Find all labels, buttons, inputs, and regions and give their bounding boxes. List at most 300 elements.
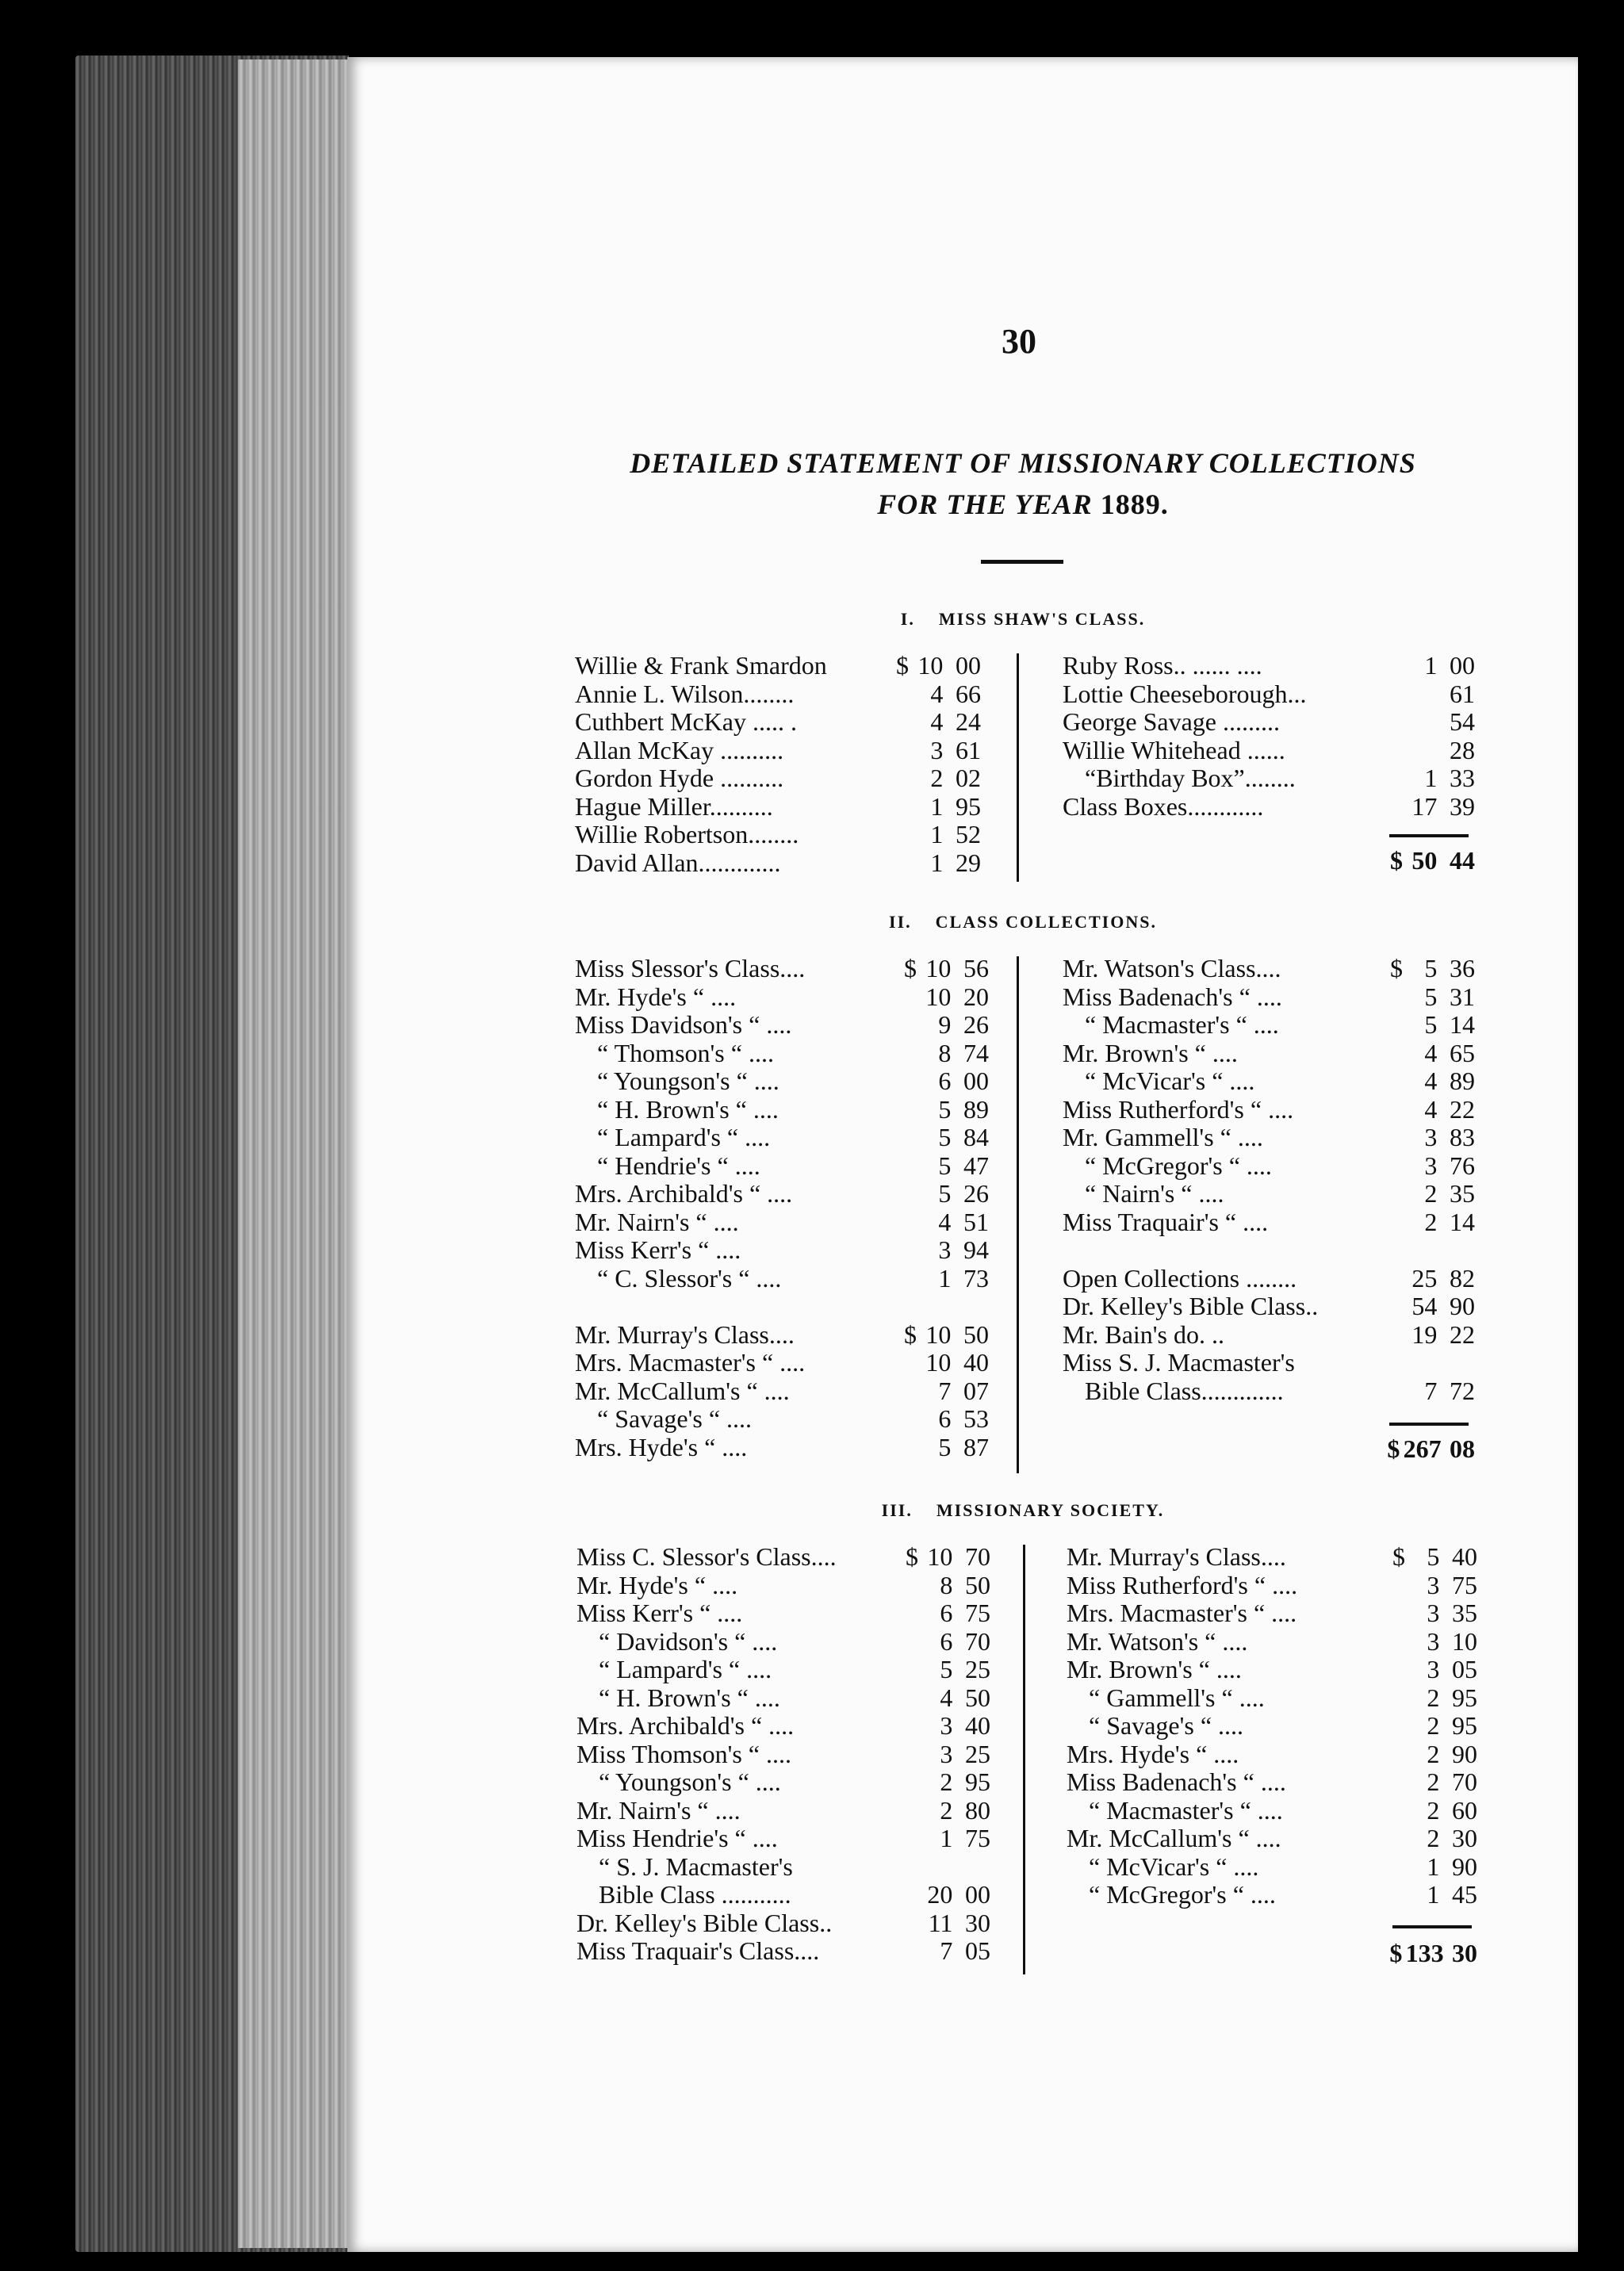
contributor-name: “ McVicar's “ .... (1085, 1067, 1255, 1095)
amount (1380, 1180, 1475, 1208)
amount-cents: 40 (965, 1711, 990, 1740)
title-line-2 (555, 484, 1491, 525)
amount (886, 849, 981, 878)
amount-cents: 75 (1452, 1570, 1477, 1599)
amount-dollars: 9 (938, 1010, 952, 1039)
contributor-name: Allan McKay .......... (575, 736, 784, 764)
ledger-row (576, 1768, 990, 1797)
amount (894, 1208, 989, 1237)
section-title: CLASS COLLECTIONS. (935, 912, 1157, 932)
amount (1380, 1236, 1475, 1265)
section-2-total: $ 267 08 (1387, 1434, 1475, 1463)
amount-dollars: 5 (1427, 1542, 1440, 1571)
amount-dollars: 3 (940, 1711, 953, 1740)
amount-dollars: 6 (940, 1626, 953, 1656)
dollar-sign (1380, 1208, 1403, 1237)
amount-cents: 70 (965, 1626, 990, 1656)
amount (895, 1543, 990, 1572)
dollar-sign (894, 1011, 917, 1040)
amount (1380, 793, 1475, 821)
amount-dollars: 5 (1424, 1010, 1438, 1039)
amount-dollars: 10 (925, 954, 952, 982)
amount (1382, 1628, 1477, 1656)
amount-dollars: 4 (930, 707, 944, 736)
section-title: MISSIONARY SOCIETY. (936, 1500, 1165, 1520)
amount-cents: 30 (965, 1908, 990, 1937)
amount (886, 793, 981, 821)
amount-cents: 35 (1452, 1599, 1477, 1627)
amount-dollars: 1 (930, 848, 944, 877)
amount (1382, 1853, 1477, 1882)
section-3-left-column (576, 1543, 990, 1966)
section-1-total: $ 50 44 (1389, 846, 1475, 875)
amount-dollars: 4 (1424, 1094, 1438, 1124)
dollar-sign (1382, 1599, 1405, 1628)
dollar-sign: $ (905, 1542, 918, 1571)
ledger-row (576, 1543, 990, 1572)
amount-dollars: 3 (1424, 1151, 1438, 1180)
contributor-name: Hague Miller.......... (575, 792, 773, 821)
amount-dollars: 10 (925, 1319, 952, 1349)
amount (1380, 680, 1475, 709)
amount-cents: 26 (963, 1010, 989, 1039)
contributor-name: “ Lampard's “ .... (597, 1124, 771, 1151)
amount (886, 764, 981, 793)
page-title (555, 442, 1491, 525)
amount-dollars: 7 (940, 1936, 953, 1965)
amount-dollars: 8 (938, 1038, 952, 1067)
amount-dollars: 10 (917, 651, 944, 680)
contributor-name: Mr. Hyde's “ .... (575, 982, 737, 1011)
amount (1382, 1768, 1477, 1797)
contributor-name: “ McGregor's “ .... (1085, 1151, 1272, 1180)
contributor-name: “ Youngson's “ .... (599, 1768, 781, 1796)
sum-rule (1389, 834, 1469, 837)
amount-dollars: 7 (1424, 1376, 1438, 1405)
ledger-row (576, 1853, 990, 1882)
dollar-sign (895, 1599, 918, 1628)
contributor-name: Mr. Hyde's “ .... (576, 1571, 738, 1599)
dollar-sign: $ (1389, 954, 1403, 982)
amount (894, 1124, 989, 1152)
ledger-row (1063, 983, 1475, 1012)
amount-dollars: 2 (1424, 1207, 1438, 1236)
amount-cents: 10 (1452, 1626, 1477, 1656)
dollar-sign (1380, 1236, 1403, 1265)
contributor-name: Mrs. Macmaster's “ .... (575, 1349, 806, 1377)
ledger-row (1067, 1825, 1477, 1853)
dollar-sign: $ (903, 1319, 917, 1349)
amount-dollars: 2 (1427, 1767, 1440, 1796)
amount (894, 1434, 989, 1462)
ledger-row (576, 1656, 990, 1684)
amount-dollars: 3 (1424, 1123, 1438, 1151)
contributor-name: “ Gammell's “ .... (1089, 1683, 1265, 1712)
dollar-sign (894, 1236, 917, 1265)
section-number: III. (881, 1500, 913, 1520)
dollar-sign (895, 1712, 918, 1741)
column-divider (1017, 956, 1019, 1473)
dollar-sign: $ (1392, 1542, 1405, 1571)
dollar-sign (886, 680, 909, 709)
dollar-sign (1380, 737, 1403, 765)
contributor-name: Mr. McCallum's “ .... (575, 1377, 790, 1405)
amount-cents: 50 (963, 1319, 989, 1349)
amount-dollars: 5 (1424, 982, 1438, 1011)
amount (895, 1572, 990, 1600)
dollar-sign (1382, 1572, 1405, 1600)
amount-dollars: 5 (938, 1432, 952, 1461)
amount-dollars: 1 (1424, 651, 1438, 680)
amount-dollars: 17 (1411, 791, 1438, 821)
dollar-sign (886, 708, 909, 737)
section-2-right-column (1063, 955, 1475, 1405)
amount-dollars: 4 (938, 1207, 952, 1236)
amount-dollars: 1 (1427, 1880, 1440, 1909)
ledger-row (575, 1011, 989, 1040)
ledger-row (575, 793, 981, 821)
contributor-name: Mr. Brown's “ .... (1067, 1656, 1242, 1683)
amount-dollars: 5 (1424, 954, 1438, 982)
dollar-sign (895, 1684, 918, 1713)
amount (1382, 1797, 1477, 1825)
contributor-name: “ Hendrie's “ .... (597, 1151, 760, 1180)
dollar-sign (1380, 1180, 1403, 1208)
title-line-2-prefix: FOR THE YEAR (877, 488, 1093, 520)
dollar-sign (886, 793, 909, 821)
dollar-sign (894, 1040, 917, 1068)
amount (1382, 1881, 1477, 1909)
dollar-sign (894, 1405, 917, 1434)
contributor-name: Miss Slessor's Class.... (575, 955, 806, 982)
amount-cents: 70 (1452, 1767, 1477, 1796)
amount-dollars: 10 (927, 1542, 953, 1571)
ledger-row (575, 1152, 989, 1181)
amount-dollars: 2 (1427, 1795, 1440, 1825)
amount (1382, 1825, 1477, 1853)
amount (1380, 1067, 1475, 1096)
amount-dollars: 10 (925, 1348, 952, 1377)
ledger-row (575, 1405, 989, 1434)
section-heading-2 (555, 912, 1491, 933)
amount-cents: 82 (1450, 1263, 1475, 1293)
dollar-sign (1380, 1067, 1403, 1096)
ledger-row (1063, 652, 1475, 680)
amount-dollars: 11 (928, 1908, 953, 1937)
ledger-row (1067, 1628, 1477, 1656)
amount-cents: 22 (1450, 1094, 1475, 1124)
amount-cents: 29 (956, 848, 981, 877)
amount-dollars: 1 (1424, 764, 1438, 792)
ledger-row (575, 1067, 989, 1096)
contributor-name: “ S. J. Macmaster's (599, 1852, 793, 1881)
amount-cents: 52 (956, 820, 981, 848)
column-divider (1023, 1545, 1025, 1974)
ledger-row (576, 1741, 990, 1769)
amount (1380, 737, 1475, 765)
ledger-row (1067, 1712, 1477, 1741)
amount-dollars: 6 (938, 1067, 952, 1095)
ledger-row (1067, 1543, 1477, 1572)
amount-dollars (1403, 1236, 1437, 1265)
contributor-name: Ruby Ross.. ...... .... (1063, 652, 1262, 680)
contributor-name: “ Savage's “ .... (1089, 1712, 1244, 1740)
amount (894, 1405, 989, 1434)
amount (1380, 955, 1475, 983)
dollar-sign (894, 1349, 917, 1377)
dollar-sign (894, 1434, 917, 1462)
dollar-sign (895, 1825, 918, 1853)
contributor-name: Mr. Watson's “ .... (1067, 1627, 1248, 1656)
amount-dollars: 2 (1427, 1739, 1440, 1768)
amount-dollars (1403, 737, 1437, 765)
amount-cents: 02 (956, 764, 981, 792)
contributor-name: Miss Badenach's “ .... (1067, 1768, 1286, 1796)
dollar-sign (886, 764, 909, 793)
amount-cents: 14 (1450, 1207, 1475, 1236)
contributor-name: Mr. McCallum's “ .... (1067, 1825, 1281, 1852)
amount-dollars: 4 (940, 1683, 953, 1712)
ledger-row (575, 955, 989, 983)
dollar-sign (1380, 1124, 1403, 1152)
dollar-sign (1380, 983, 1403, 1012)
dollar-sign (1380, 1293, 1403, 1321)
ledger-row (575, 849, 981, 878)
ledger-row (575, 1096, 989, 1124)
amount-dollars: 3 (938, 1235, 952, 1264)
amount-dollars: 5 (940, 1655, 953, 1683)
amount-cents: 66 (956, 679, 981, 708)
dollar-sign (1380, 708, 1403, 737)
amount-dollars: 2 (940, 1767, 953, 1796)
dollar-sign (1380, 1265, 1403, 1293)
amount (894, 1152, 989, 1181)
contributor-name: Gordon Hyde .......... (575, 764, 784, 792)
amount-cents: 60 (1452, 1795, 1477, 1825)
amount-cents: 95 (956, 791, 981, 821)
amount-cents: 90 (1452, 1739, 1477, 1768)
ledger-row (575, 1321, 989, 1350)
amount (1382, 1599, 1477, 1628)
amount (1382, 1656, 1477, 1684)
amount (1380, 1293, 1475, 1321)
contributor-name: Bible Class ........... (599, 1881, 791, 1909)
amount-dollars: 3 (1427, 1570, 1440, 1599)
amount-cents: 36 (1450, 954, 1475, 982)
amount (1380, 764, 1475, 793)
ledger-row (576, 1599, 990, 1628)
amount-cents: 00 (965, 1880, 990, 1909)
amount (895, 1741, 990, 1769)
amount-dollars: 5 (938, 1123, 952, 1151)
ledger-row (576, 1881, 990, 1909)
contributor-name: George Savage ......... (1063, 708, 1280, 736)
dollar-sign (895, 1909, 918, 1938)
amount (886, 652, 981, 680)
amount-dollars: 3 (930, 735, 944, 764)
amount (895, 1825, 990, 1853)
amount-cents: 00 (1450, 651, 1475, 680)
amount (895, 1937, 990, 1966)
ledger-row (1063, 1377, 1475, 1406)
ledger-row (1063, 955, 1475, 983)
contributor-name: Annie L. Wilson........ (575, 680, 795, 708)
amount-cents: 94 (963, 1235, 989, 1264)
ledger-row (575, 680, 981, 709)
contributor-name: Willie Whitehead ...... (1063, 736, 1285, 764)
amount-cents: 00 (963, 1067, 989, 1095)
dollar-sign (894, 1152, 917, 1181)
dollar-sign (894, 1377, 917, 1406)
ledger-row (576, 1797, 990, 1825)
ledger-row (1063, 1011, 1475, 1040)
amount-dollars (1403, 680, 1437, 709)
dollar-sign: $ (895, 651, 909, 680)
contributor-name: Mr. Watson's Class.... (1063, 955, 1281, 982)
amount (1380, 708, 1475, 737)
dollar-sign (1380, 1011, 1403, 1040)
amount (894, 1067, 989, 1096)
amount-cents: 61 (956, 735, 981, 764)
amount-cents: 20 (963, 982, 989, 1011)
contributor-name: Miss Kerr's “ .... (576, 1599, 743, 1627)
amount-cents: 07 (963, 1376, 989, 1405)
ledger-row (575, 1377, 989, 1406)
ledger-row (575, 1434, 989, 1462)
dollar-sign (1382, 1797, 1405, 1825)
ledger-row (575, 821, 981, 849)
amount-cents: 30 (1452, 1824, 1477, 1852)
amount-dollars: 1 (940, 1824, 953, 1852)
amount-cents: 56 (963, 954, 989, 982)
amount-cents: 45 (1452, 1880, 1477, 1909)
dollar-sign (1382, 1741, 1405, 1769)
column-divider (1017, 653, 1019, 882)
amount-dollars: 7 (938, 1376, 952, 1405)
dollar-sign (895, 1937, 918, 1966)
ledger-row (1067, 1656, 1477, 1684)
amount (894, 1180, 989, 1208)
ledger-row (576, 1825, 990, 1853)
contributor-name: Dr. Kelley's Bible Class.. (1063, 1293, 1319, 1320)
ledger-row (1063, 1293, 1475, 1321)
dollar-sign (1382, 1825, 1405, 1853)
amount-cents: 90 (1450, 1292, 1475, 1320)
dollar-sign (1380, 1349, 1403, 1377)
amount-cents: 87 (963, 1432, 989, 1461)
amount-cents: 76 (1450, 1151, 1475, 1180)
amount-cents: 14 (1450, 1010, 1475, 1039)
amount-dollars: 8 (940, 1570, 953, 1599)
amount (1380, 1011, 1475, 1040)
section-1-right-column (1063, 652, 1475, 821)
dollar-sign (1380, 764, 1403, 793)
amount (886, 737, 981, 765)
amount-cents: 53 (963, 1404, 989, 1433)
ledger-row (575, 1040, 989, 1068)
amount-cents: 25 (965, 1655, 990, 1683)
amount-dollars: 2 (930, 764, 944, 792)
amount-dollars: 1 (930, 791, 944, 821)
dollar-sign (894, 983, 917, 1012)
dollar-sign (1380, 1377, 1403, 1406)
dollar-sign (886, 849, 909, 878)
amount-cents: 26 (963, 1179, 989, 1208)
ledger-row (1063, 1349, 1475, 1377)
amount-dollars: 5 (938, 1094, 952, 1124)
dollar-sign (894, 1067, 917, 1096)
dollar-sign (1382, 1768, 1405, 1797)
book-page-edges-light (238, 59, 349, 2248)
amount-dollars: 3 (940, 1739, 953, 1768)
amount (894, 1293, 989, 1321)
dollar-sign (895, 1628, 918, 1656)
contributor-name: “Birthday Box”........ (1085, 764, 1296, 792)
contributor-name: Bible Class............. (1085, 1377, 1284, 1405)
amount-dollars: 1 (930, 820, 944, 848)
amount-dollars: 6 (938, 1404, 952, 1433)
amount (1380, 1321, 1475, 1350)
ledger-row (1063, 1265, 1475, 1293)
contributor-name: Miss Thomson's “ .... (576, 1740, 791, 1768)
amount-cents: 05 (1452, 1655, 1477, 1683)
dollar-sign (886, 821, 909, 849)
dollar-sign (1382, 1684, 1405, 1713)
amount-cents (1437, 1236, 1475, 1265)
ledger-row (576, 1909, 990, 1938)
ledger-row (1067, 1741, 1477, 1769)
amount-dollars: 54 (1411, 1292, 1438, 1320)
amount-cents: 74 (963, 1038, 989, 1067)
sum-rule (1392, 1925, 1472, 1928)
amount-cents: 65 (1450, 1038, 1475, 1067)
amount-cents: 73 (963, 1263, 989, 1293)
ledger-row (575, 1236, 989, 1265)
contributor-name: Miss C. Slessor's Class.... (576, 1543, 837, 1571)
amount (894, 1096, 989, 1124)
title-rule (981, 560, 1063, 564)
ledger-row (1063, 1152, 1475, 1181)
dollar-sign (894, 1293, 917, 1321)
contributor-name: “ Youngson's “ .... (597, 1067, 779, 1095)
contributor-name (1063, 1236, 1380, 1265)
contributor-name: “ Macmaster's “ .... (1085, 1011, 1279, 1039)
amount (895, 1909, 990, 1938)
ledger-row (575, 737, 981, 765)
amount (895, 1684, 990, 1713)
amount (1380, 1124, 1475, 1152)
amount (894, 955, 989, 983)
contributor-name: “ C. Slessor's “ .... (597, 1264, 782, 1293)
amount-cents: 28 (1450, 735, 1475, 764)
amount-dollars: 4 (1424, 1038, 1438, 1067)
amount-dollars: 1 (938, 1263, 952, 1293)
section-number: I. (900, 609, 915, 629)
ledger-row (575, 1265, 989, 1293)
dollar-sign (1380, 652, 1403, 680)
contributor-name: “ H. Brown's “ .... (597, 1095, 779, 1124)
amount-cents: 54 (1450, 707, 1475, 736)
ledger-row (1063, 1321, 1475, 1350)
dollar-sign (1382, 1712, 1405, 1741)
contributor-name: “ McVicar's “ .... (1089, 1852, 1259, 1881)
dollar-sign (895, 1656, 918, 1684)
dollar-sign (895, 1853, 918, 1882)
amount (895, 1656, 990, 1684)
contributor-name: Mr. Brown's “ .... (1063, 1039, 1238, 1067)
amount-dollars (1403, 1349, 1437, 1377)
ledger-row (1063, 1236, 1475, 1265)
